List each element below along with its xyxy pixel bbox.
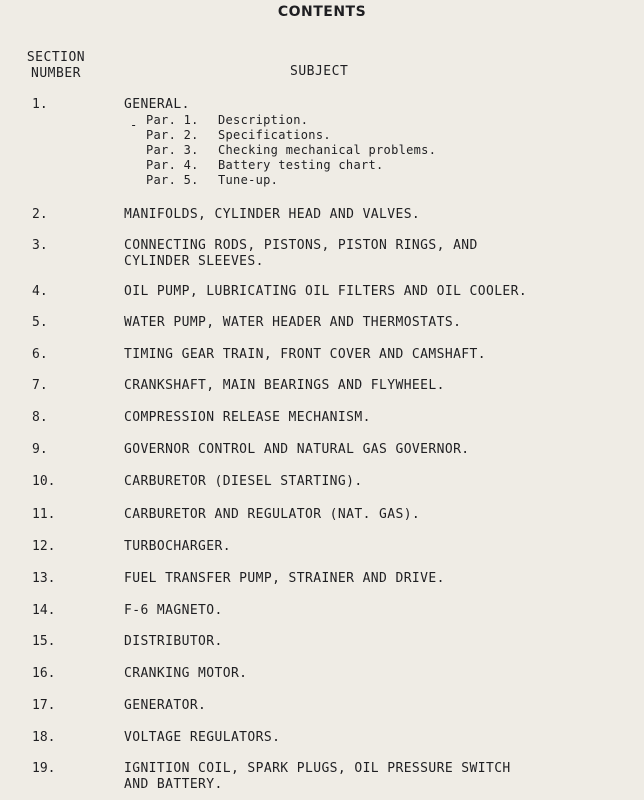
paragraph-label: Par. 3. xyxy=(146,143,199,157)
paragraph-text: Checking mechanical problems. xyxy=(218,143,437,157)
section-subject: COMPRESSION RELEASE MECHANISM. xyxy=(124,410,371,425)
paragraph-item xyxy=(146,158,436,173)
section-subject: GOVERNOR CONTROL AND NATURAL GAS GOVERNOR. xyxy=(124,442,470,457)
section-number: 16. xyxy=(32,666,56,681)
page-title: CONTENTS xyxy=(277,4,367,20)
paragraph-label: Par. 2. xyxy=(146,128,199,142)
paragraph-label: Par. 4. xyxy=(146,158,199,172)
section-subject: GENERATOR. xyxy=(124,698,207,713)
section-number: 4. xyxy=(32,284,48,299)
paragraph-item xyxy=(146,128,436,143)
section-number-header: SECTION NUMBER xyxy=(26,50,86,81)
section-number: 13. xyxy=(32,571,56,586)
section-subject: WATER PUMP, WATER HEADER AND THERMOSTATS. xyxy=(124,315,462,330)
section-number: 9. xyxy=(32,442,48,457)
dash-mark: - xyxy=(130,118,138,132)
section-subject: CARBURETOR (DIESEL STARTING). xyxy=(124,474,363,489)
section-number: 15. xyxy=(32,634,56,649)
section-number: 17. xyxy=(32,698,56,713)
section-number: 10. xyxy=(32,474,56,489)
paragraph-text: Battery testing chart. xyxy=(218,158,384,172)
section-number: 14. xyxy=(32,603,56,618)
section-subject: F-6 MAGNETO. xyxy=(124,603,223,618)
paragraph-text: Tune-up. xyxy=(218,173,279,187)
section-subject: CRANKING MOTOR. xyxy=(124,666,248,681)
paragraph-label: Par. 1. xyxy=(146,113,199,127)
paragraph-item xyxy=(146,143,436,158)
section-subject: CRANKSHAFT, MAIN BEARINGS AND FLYWHEEL. xyxy=(124,378,445,393)
paragraph-text: Specifications. xyxy=(218,128,331,142)
section-subject: MANIFOLDS, CYLINDER HEAD AND VALVES. xyxy=(124,207,421,222)
paragraph-list xyxy=(146,113,436,188)
section-subject: DISTRIBUTOR. xyxy=(124,634,223,649)
section-subject: CARBURETOR AND REGULATOR (NAT. GAS). xyxy=(124,507,421,522)
section-subject: TIMING GEAR TRAIN, FRONT COVER AND CAMSHAFT. xyxy=(124,347,486,362)
section-number: 6. xyxy=(32,347,48,362)
paragraph-label: Par. 5. xyxy=(146,173,199,187)
section-subject: OIL PUMP, LUBRICATING OIL FILTERS AND OIL COOLER. xyxy=(124,284,528,299)
section-number: 1. xyxy=(32,97,48,112)
section-subject: CONNECTING RODS, PISTONS, PISTON RINGS, AND CYLINDER SLEEVES. xyxy=(124,238,478,269)
paragraph-item xyxy=(146,113,436,128)
paragraph-item xyxy=(146,173,436,188)
section-subject: VOLTAGE REGULATORS. xyxy=(124,730,281,745)
section-subject: TURBOCHARGER. xyxy=(124,539,231,554)
paragraph-text: Description. xyxy=(218,113,309,127)
section-number: 2. xyxy=(32,207,48,222)
section-number: 3. xyxy=(32,238,48,253)
section-number: 12. xyxy=(32,539,56,554)
section-number: 7. xyxy=(32,378,48,393)
section-subject: GENERAL. xyxy=(124,97,190,112)
section-number: 11. xyxy=(32,507,56,522)
subject-header: SUBJECT xyxy=(290,64,349,79)
section-subject: IGNITION COIL, SPARK PLUGS, OIL PRESSURE SWITCH AND BATTERY. xyxy=(124,761,511,792)
section-number: 19. xyxy=(32,761,56,776)
section-number: 8. xyxy=(32,410,48,425)
section-number: 18. xyxy=(32,730,56,745)
section-subject: FUEL TRANSFER PUMP, STRAINER AND DRIVE. xyxy=(124,571,445,586)
section-number: 5. xyxy=(32,315,48,330)
